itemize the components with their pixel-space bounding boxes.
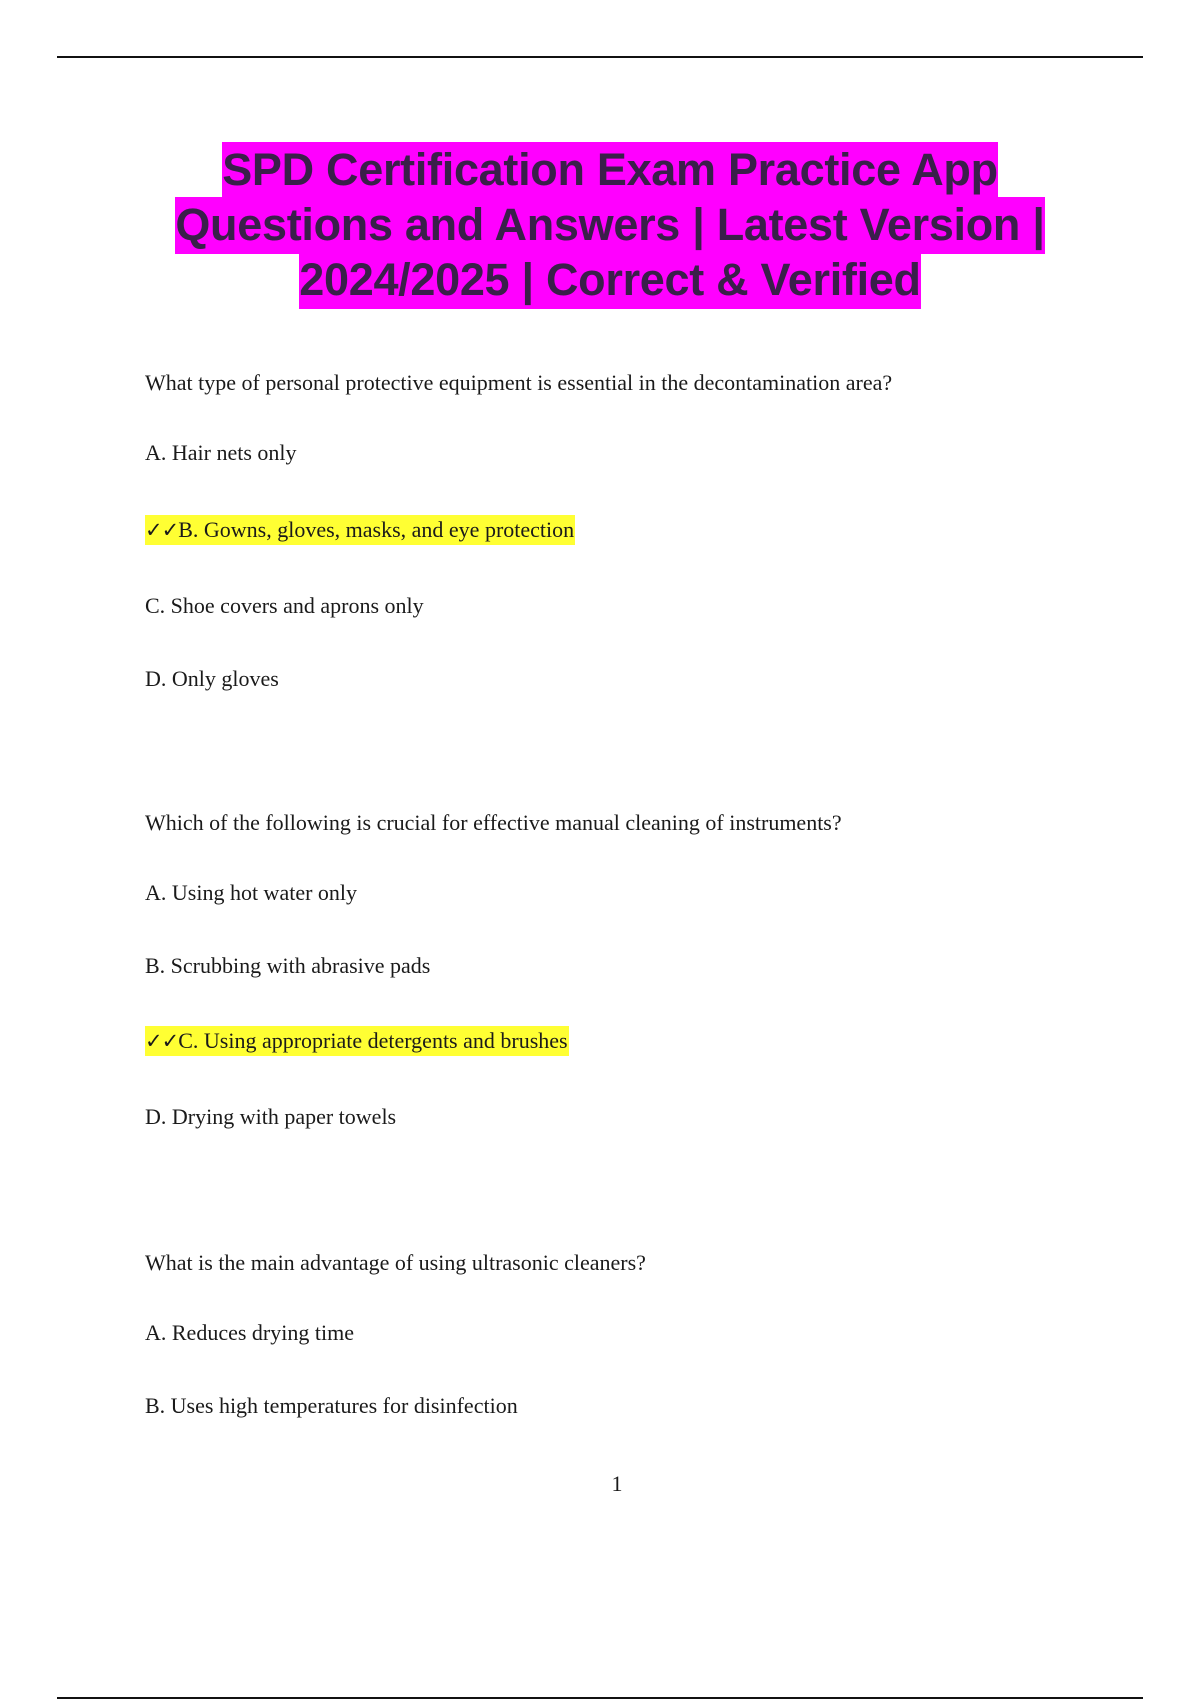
- question-1-text: What type of personal protective equipment is essential in the decontamination area?: [145, 370, 893, 395]
- document-title: [140, 142, 1080, 307]
- page-number: 1: [611, 1471, 623, 1496]
- question-1-option-a: A. Hair nets only: [145, 440, 297, 465]
- correct-answer-highlight: [145, 1026, 569, 1056]
- question-2-text: Which of the following is crucial for effective manual cleaning of instruments?: [145, 810, 842, 835]
- check-icon: ✓✓: [145, 1029, 179, 1053]
- question-2-option-d: D. Drying with paper towels: [145, 1104, 397, 1129]
- correct-answer-highlight: [145, 515, 575, 545]
- question-3-text: What is the main advantage of using ultrasonic cleaners?: [145, 1250, 646, 1275]
- question-2-option-c-correct: [145, 1027, 569, 1055]
- question-3-option-a: A. Reduces drying time: [145, 1320, 354, 1345]
- question-1-option-d: D. Only gloves: [145, 666, 279, 691]
- question-3-option-b: B. Uses high temperatures for disinfection: [145, 1393, 518, 1418]
- header-rule: [57, 56, 1143, 58]
- answer-text: B. Gowns, gloves, masks, and eye protection: [178, 517, 575, 542]
- question-2-option-b: B. Scrubbing with abrasive pads: [145, 953, 431, 978]
- check-icon: ✓✓: [145, 518, 179, 542]
- footer-rule: [57, 1697, 1143, 1699]
- answer-text: C. Using appropriate detergents and brushes: [178, 1028, 568, 1053]
- title-highlight: SPD Certification Exam Practice App Questions and Answers | Latest Version | 2024/2025 | Correct & Verified: [175, 142, 1044, 309]
- question-1-option-b-correct: [145, 516, 575, 544]
- question-1-option-c: C. Shoe covers and aprons only: [145, 593, 424, 618]
- question-2-option-a: A. Using hot water only: [145, 880, 358, 905]
